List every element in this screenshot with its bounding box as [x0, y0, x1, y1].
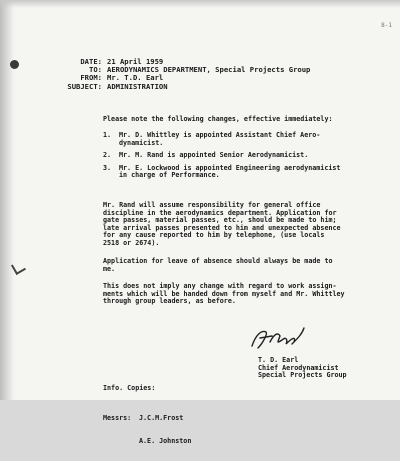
to-label: TO:	[89, 65, 102, 75]
cc-label-spacer	[103, 438, 139, 446]
list-text: Mr. E. Lockwood is appointed Engineering aerodynamicist in charge of Performance.	[119, 163, 341, 180]
cc-name: A.E. Johnston	[139, 436, 192, 445]
scan-shadow-top	[0, 0, 400, 8]
subject-value: ADMINISTRATION	[107, 81, 168, 91]
copies-heading: Info. Copies:	[103, 384, 156, 393]
list-item	[103, 132, 393, 147]
cc-label: Messrs:	[103, 413, 132, 422]
list-number: 3.	[103, 163, 112, 172]
intro-text: Please note the following changes, effective immediately:	[103, 115, 333, 123]
to-value: AERODYNAMICS DEPARTMENT, Special Projects Group	[107, 65, 311, 75]
to-row	[30, 66, 310, 74]
memo-header	[30, 58, 310, 91]
list-number: 1.	[103, 131, 112, 139]
list-item	[103, 165, 393, 180]
cc-row	[103, 415, 191, 423]
changes-list	[103, 132, 393, 185]
subject-label: SUBJECT:	[67, 81, 102, 91]
signature-icon	[248, 324, 308, 352]
info-copies	[103, 370, 191, 461]
signatory-block	[258, 357, 347, 380]
subject-row	[30, 83, 310, 91]
from-value: Mr. T.D. Earl	[107, 73, 164, 83]
list-text: Mr. D. Whittley is appointed Assistant Chief Aero- dynamicist.	[119, 131, 321, 147]
paragraph-responsibility: Mr. Rand will assume responsibility for general office discipline in the aerodynamics department. Application for gate passes, material passes, etc., should be made to him; late arrival passes presented to him and unexpected absence for any cause reported to him by telephone, (use locals 2518 or 2674).	[103, 201, 341, 247]
signatory-name: T. D. Earl	[258, 356, 299, 364]
signatory-group: Special Projects Group	[258, 371, 347, 380]
page-number: 8-1	[381, 22, 392, 29]
cc-name: J.C.M.Frost	[139, 413, 184, 422]
paragraph-leave: Application for leave of absence should always be made to me.	[103, 257, 333, 273]
list-number: 2.	[103, 151, 112, 160]
cc-row	[103, 438, 191, 446]
punch-hole-icon	[10, 60, 19, 69]
paragraph-assignments: This does not imply any change with regard to work assign- ments which will be handed down from myself and Mr. Whittley through group leaders, as before.	[103, 282, 345, 306]
signatory-title: Chief Aerodynamicist	[258, 363, 339, 372]
date-label: DATE:	[80, 57, 102, 66]
from-label: FROM:	[80, 73, 102, 83]
date-value: 21 April 1959	[107, 57, 164, 66]
list-item	[103, 152, 393, 160]
list-text: Mr. M. Rand is appointed Senior Aerodynamicist.	[119, 151, 309, 160]
